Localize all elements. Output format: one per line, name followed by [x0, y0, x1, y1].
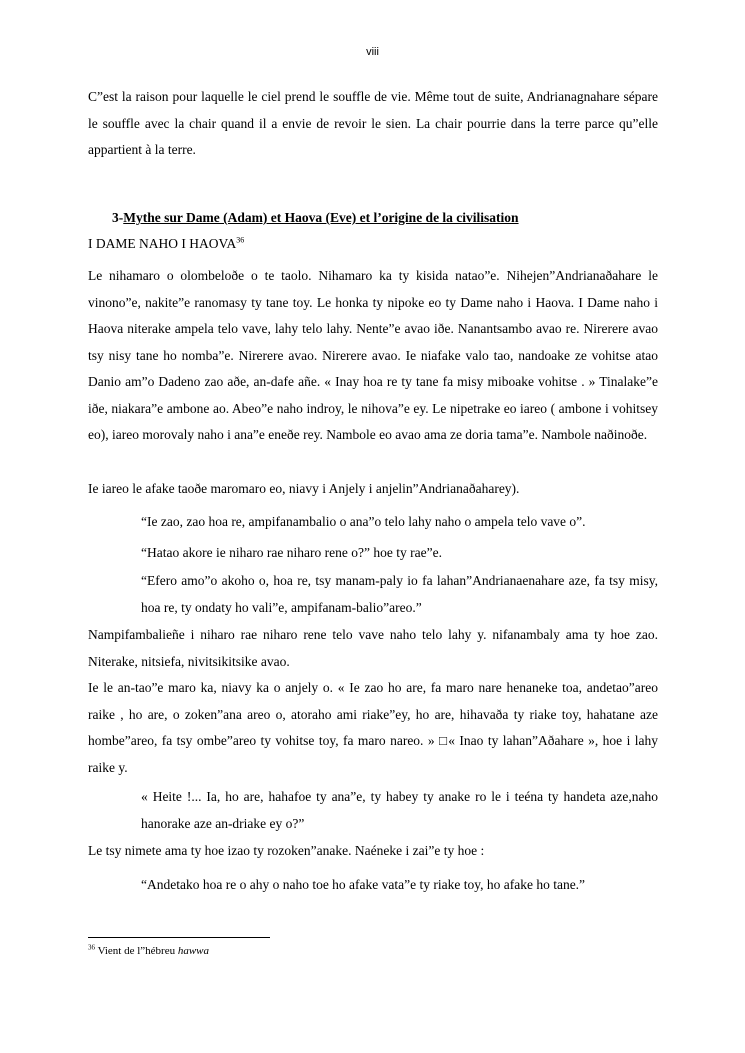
- footnote-term: hawwa: [177, 945, 210, 957]
- list-item: “Ie zao, zao hoa re, ampifanambalio o ana”o telo lahy naho o ampela telo vave o”.: [141, 514, 586, 529]
- bullet-icon: [117, 574, 126, 589]
- subheading-text: I DAME NAHO I HAOVA: [88, 236, 237, 251]
- list-item: « Heite !... Ia, ho are, hahafoe ty ana”e, ty habey ty anake ro le i teéna ty handeta aze,naho hanorake aze an-driake ey o?”: [141, 789, 658, 831]
- bullet-icon: [117, 513, 126, 528]
- bullet-icon: [117, 544, 126, 559]
- bullet-icon: [117, 880, 126, 895]
- subheading: [88, 236, 244, 252]
- paragraph-5: Le tsy nimete ama ty hoe izao ty rozoken”anake. Naéneke i zai”e ty hoe :: [88, 843, 485, 858]
- intro-paragraph: C”est la raison pour laquelle le ciel prend le souffle de vie. Même tout de suite, Andrianagnahare sépare le souffle avec la chair quand il a envie de revoir le sien. La chair pourrie dans la terre parce qu”elle appartient à la terre.: [88, 89, 658, 157]
- list-item: “Hatao akore ie niharo rae niharo rene o?” hoe ty rae”e.: [141, 545, 442, 560]
- list-item: “Efero amo”o akoho o, hoa re, tsy manam-paly io fa lahan”Andrianaenahare aze, fa tsy misy, hoa re, ty ondaty ho vali”e, ampifanam-balio”areo.”: [141, 573, 658, 615]
- section-title: Mythe sur Dame (Adam) et Haova (Eve) et l’origine de la civilisation: [123, 210, 519, 225]
- paragraph-1: Le nihamaro o olombeloðe o te taolo. Nihamaro ka ty kisida natao”e. Nihejen”Andrianaðahare le vinono”e, nakite”e ranomasy ty tane toy. Le honka ty nipoke eo ty Dame naho i Haova. I Dame naho i Haova niterake ampela telo vave, lahy telo lahy. Nente”e avao iðe. Nanantsambo avao re. Nirerere avao tsy nisy tane ho nomba”e. Nirerere avao. Nirerere avao. Ie niafake valo tao, nandoake ze vohitse atao Danio am”o Dadeno zao aðe, an-dafe añe. « Inay hoa re ty tane fa misy miboake vohitse . » Tinalake”e iðe, niakara”e ambone ao. Abeo”e naho indroy, le nihova”e ey. Le nipetrake eo iareo ( ambone i vohitsey eo), iareo morovaly naho i ana”e eneðe rey. Nambole eo avao ama ze doria tama”e. Nambole naðinoðe.: [88, 268, 658, 442]
- section-number: 3-: [112, 210, 124, 225]
- list-item: “Andetako hoa re o ahy o naho toe ho afake vata”e ty riake toy, ho afake ho tane.”: [141, 877, 586, 892]
- bullet-icon: [117, 792, 126, 807]
- page-number: viii: [366, 46, 379, 58]
- section-heading: [112, 210, 519, 226]
- footnote-reference[interactable]: 36: [236, 235, 245, 245]
- paragraph-3: Nampifambalieñe i niharo rae niharo rene telo vave naho telo lahy y. nifanambaly ama ty hoe zao. Niterake, nitsiefa, nivitsikitsike avao.: [88, 627, 658, 669]
- paragraph-2: Ie iareo le afake taoðe maromaro eo, niavy i Anjely i anjelin”Andrianaðaharey).: [88, 481, 520, 496]
- footnote: [88, 945, 209, 957]
- footnote-divider: [88, 937, 270, 938]
- footnote-text: Vient de l”hébreu: [97, 945, 178, 957]
- footnote-number: 36: [88, 943, 95, 952]
- paragraph-4: Ie le an-tao”e maro ka, niavy ka o anjely o. « Ie zao ho are, fa maro nare henaneke toa, andetao”areo raike , ho are, o zoken”ana areo o, atoraho ami riake”ey, ho are, hihavaða ty riake toy, hahatane aze hombe”areo, fa tsy ombe”areo ty vohitse toy, fa maro nareo. » □« Inao ty lahan”Aðahare », hoe i lahy raike y.: [88, 680, 658, 775]
